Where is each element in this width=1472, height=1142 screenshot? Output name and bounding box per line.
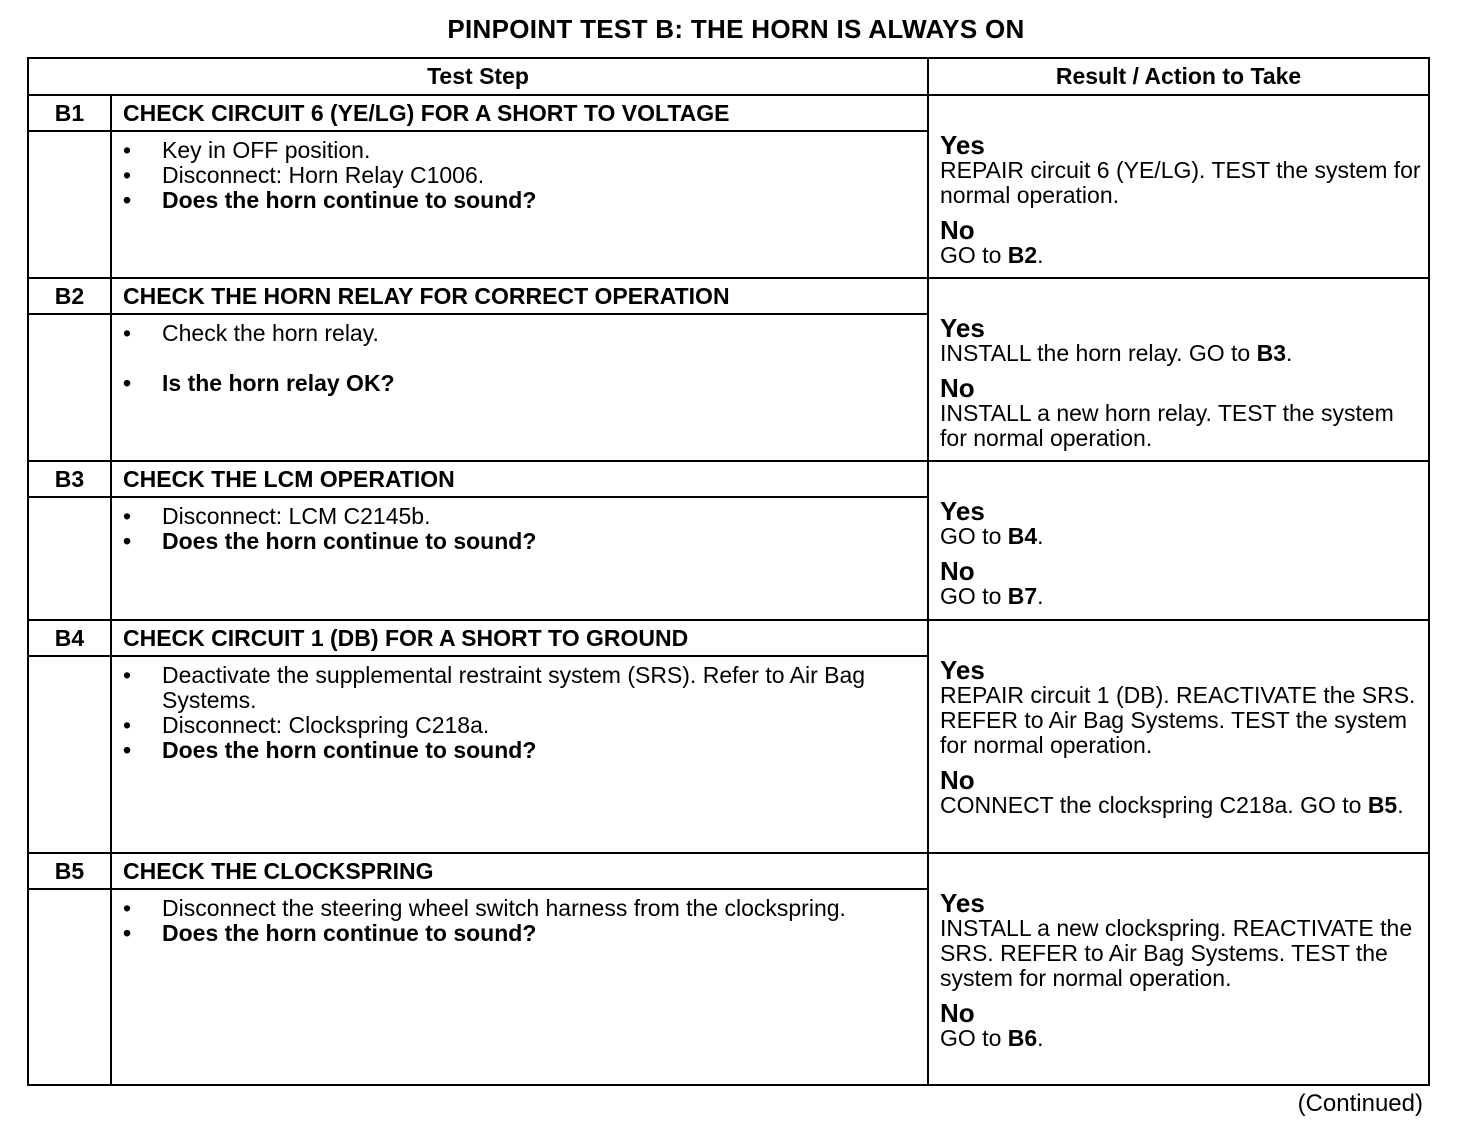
no-action: INSTALL a new horn relay. TEST the system for normal operation. (940, 400, 1394, 451)
step-id: B3 (28, 461, 111, 497)
yes-label: Yes (940, 496, 985, 526)
step-title: CHECK THE HORN RELAY FOR CORRECT OPERATION (111, 278, 928, 314)
result-header: Result / Action to Take (928, 58, 1429, 95)
step-instructions (111, 656, 928, 853)
pinpoint-test-table (27, 57, 1430, 1086)
step-row-b3 (28, 461, 1429, 497)
step-reference: B6 (1007, 1025, 1038, 1051)
result-cell (928, 95, 1429, 278)
step-instructions (111, 889, 928, 1085)
result-cell (928, 620, 1429, 853)
instruction-item: • Disconnect: LCM C2145b. (112, 504, 919, 529)
step-row-b2 (28, 278, 1429, 314)
yes-action: REPAIR circuit 6 (YE/LG). TEST the system for normal operation. (940, 157, 1421, 208)
step-reference: B5 (1367, 792, 1398, 818)
step-id: B1 (28, 95, 111, 131)
instruction-item: • Disconnect: Clockspring C218a. (112, 713, 919, 738)
yes-label: Yes (940, 313, 985, 343)
instruction-question: • Does the horn continue to sound? (112, 921, 919, 946)
step-reference: B2 (1007, 242, 1038, 268)
step-id: B4 (28, 620, 111, 656)
instruction-question: • Does the horn continue to sound? (112, 188, 919, 213)
step-row-b5 (28, 853, 1429, 889)
step-id: B2 (28, 278, 111, 314)
no-label: No (940, 556, 975, 586)
continued-note: (Continued) (1297, 1090, 1423, 1117)
step-instructions (111, 131, 928, 278)
yes-label: Yes (940, 655, 985, 685)
no-label: No (940, 373, 975, 403)
page-title: PINPOINT TEST B: THE HORN IS ALWAYS ON (447, 14, 1025, 44)
yes-action: INSTALL the horn relay. GO to B3. (940, 340, 1293, 366)
step-reference: B7 (1007, 583, 1038, 609)
instruction-question: • Does the horn continue to sound? (112, 738, 919, 763)
step-instructions (111, 314, 928, 461)
step-reference: B4 (1007, 523, 1038, 549)
result-cell (928, 278, 1429, 461)
no-action: CONNECT the clockspring C218a. GO to B5. (940, 792, 1404, 818)
yes-action: REPAIR circuit 1 (DB). REACTIVATE the SRS. REFER to Air Bag Systems. TEST the system for normal operation. (940, 682, 1416, 758)
instruction-item: • Check the horn relay. (112, 321, 919, 346)
yes-label: Yes (940, 130, 985, 160)
instruction-item: • Deactivate the supplemental restraint system (SRS). Refer to Air Bag Systems. (112, 663, 919, 713)
step-title: CHECK CIRCUIT 6 (YE/LG) FOR A SHORT TO VOLTAGE (111, 95, 928, 131)
instruction-item: • Disconnect: Horn Relay C1006. (112, 163, 919, 188)
no-label: No (940, 215, 975, 245)
table-header-row (28, 58, 1429, 95)
step-title: CHECK THE CLOCKSPRING (111, 853, 928, 889)
no-action: GO to B6. (940, 1025, 1044, 1051)
instruction-question: • Does the horn continue to sound? (112, 529, 919, 554)
yes-action: GO to B4. (940, 523, 1044, 549)
result-cell (928, 853, 1429, 1085)
no-label: No (940, 765, 975, 795)
step-row-b1 (28, 95, 1429, 131)
step-reference: B3 (1256, 340, 1287, 366)
yes-action: INSTALL a new clockspring. REACTIVATE the SRS. REFER to Air Bag Systems. TEST the system for normal operation. (940, 915, 1413, 991)
step-title: CHECK THE LCM OPERATION (111, 461, 928, 497)
step-instructions (111, 497, 928, 620)
yes-label: Yes (940, 888, 985, 918)
no-label: No (940, 998, 975, 1028)
no-action: GO to B2. (940, 242, 1044, 268)
result-cell (928, 461, 1429, 620)
test-step-header: Test Step (28, 58, 928, 95)
instruction-item: • Key in OFF position. (112, 138, 919, 163)
instruction-item: • Disconnect the steering wheel switch harness from the clockspring. (112, 896, 919, 921)
step-row-b4 (28, 620, 1429, 656)
step-id: B5 (28, 853, 111, 889)
step-title: CHECK CIRCUIT 1 (DB) FOR A SHORT TO GROUND (111, 620, 928, 656)
instruction-question: • Is the horn relay OK? (112, 371, 919, 396)
no-action: GO to B7. (940, 583, 1044, 609)
